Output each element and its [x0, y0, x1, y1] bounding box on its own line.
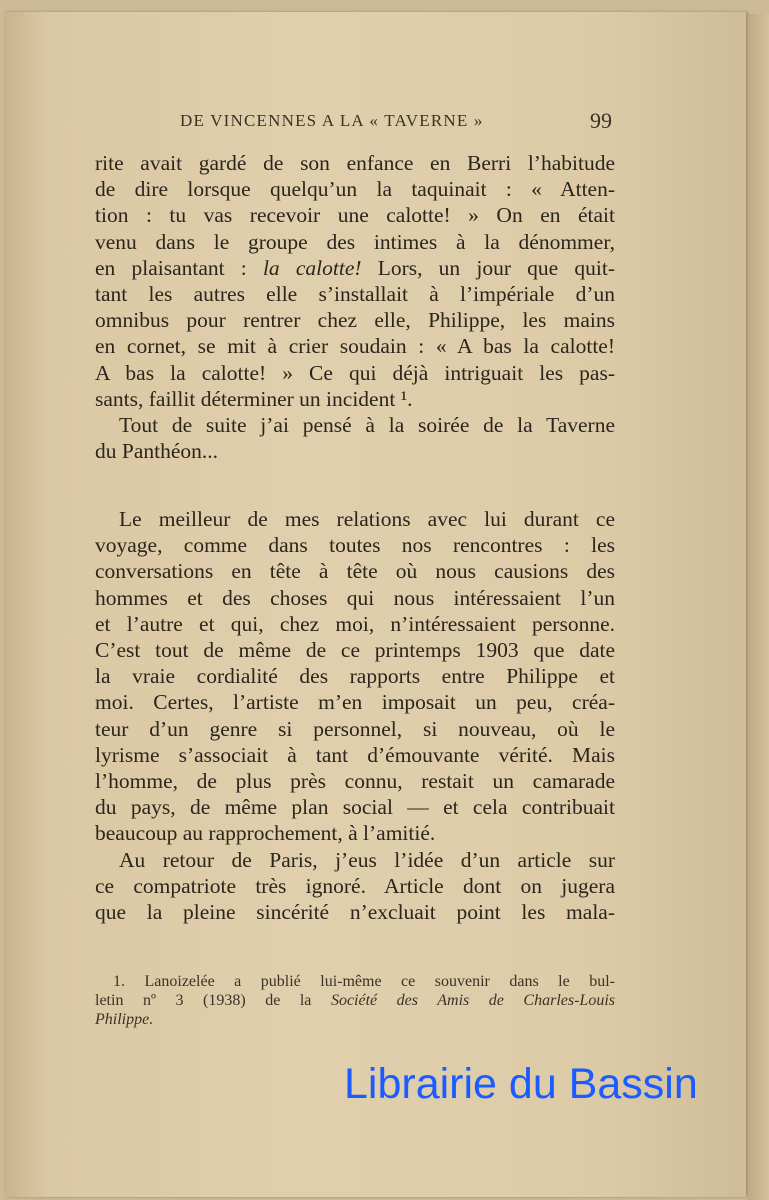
- text-line: lyrisme s’associait à tant d’émouvante vérité. Mais: [95, 742, 615, 767]
- italic-text: Philippe.: [95, 1011, 154, 1028]
- text-line: [95, 255, 615, 281]
- text-line: conversations en tête à tête où nous causions des: [95, 559, 615, 584]
- text-line: beaucoup au rapprochement, à l’amitié.: [95, 821, 436, 846]
- text-line: Au retour de Paris, j’eus l’idée d’un article sur: [119, 847, 615, 872]
- text-line: A bas la calotte! » Ce qui déjà intriguait les pas-: [95, 360, 615, 385]
- text-line: venu dans le groupe des intimes à la dénommer,: [95, 229, 615, 254]
- text-line: C’est tout de même de ce printemps 1903 que date: [95, 638, 615, 663]
- text-span: en plaisantant :: [95, 255, 263, 280]
- footnote: [95, 972, 615, 1029]
- footnote-line: 1. Lanoizelée a publié lui-même ce souvenir dans le bul-: [113, 973, 615, 990]
- text-line: de dire lorsque quelqu’un la taquinait : « Atten-: [95, 177, 615, 202]
- paragraph-3: [95, 506, 615, 925]
- watermark: Librairie du Bassin: [344, 1060, 698, 1108]
- text-line: en cornet, se mit à crier soudain : « A bas la calotte!: [95, 334, 615, 359]
- text-line: Tout de suite j’ai pensé à la soirée de la Taverne: [119, 413, 615, 438]
- running-title: DE VINCENNES A LA « TAVERNE »: [180, 111, 484, 130]
- text-line: du pays, de même plan social — et cela contribuait: [95, 795, 615, 820]
- paragraph-1: [95, 150, 615, 464]
- italic-text: la calotte!: [262, 255, 362, 280]
- text-line: Le meilleur de mes relations avec lui durant ce: [119, 507, 615, 531]
- page-number: 99: [590, 108, 612, 133]
- text-line: sants, faillit déterminer un incident ¹.: [95, 386, 413, 411]
- page-edge: [748, 14, 769, 1200]
- text-line: tant les autres elle s’installait à l’impériale d’un: [95, 282, 615, 307]
- italic-text: Société des Amis de Charles-Louis: [330, 992, 615, 1009]
- text-line: hommes et des choses qui nous intéressaient l’un: [95, 585, 615, 610]
- text-line: rite avait gardé de son enfance en Berri l’habitude: [95, 151, 615, 175]
- text-line: et l’autre et qui, chez moi, n’intéressaient personne.: [95, 611, 615, 636]
- text-line: du Panthéon...: [95, 439, 219, 464]
- footnote-line: [95, 1010, 615, 1029]
- text-line: teur d’un genre si personnel, si nouveau, où le: [95, 716, 615, 741]
- text-line: moi. Certes, l’artiste m’en imposait un peu, créa-: [95, 690, 615, 715]
- text-line: la vraie cordialité des rapports entre Philippe et: [95, 664, 615, 689]
- footnote-line: [95, 991, 615, 1010]
- text-line: ce compatriote très ignoré. Article dont on jugera: [95, 873, 615, 898]
- text-line: l’homme, de plus près connu, restait un camarade: [95, 769, 615, 794]
- text-line: tion : tu vas recevoir une calotte! » On en était: [95, 203, 615, 228]
- text-span: Lors, un jour que quit-: [361, 255, 616, 280]
- text-line: voyage, comme dans toutes nos rencontres : les: [95, 533, 615, 558]
- text-line: que la pleine sincérité n’excluait point les mala-: [95, 900, 615, 925]
- text-span: letin nº 3 (1938) de la: [95, 992, 331, 1009]
- text-line: omnibus pour rentrer chez elle, Philippe, les mains: [95, 308, 615, 333]
